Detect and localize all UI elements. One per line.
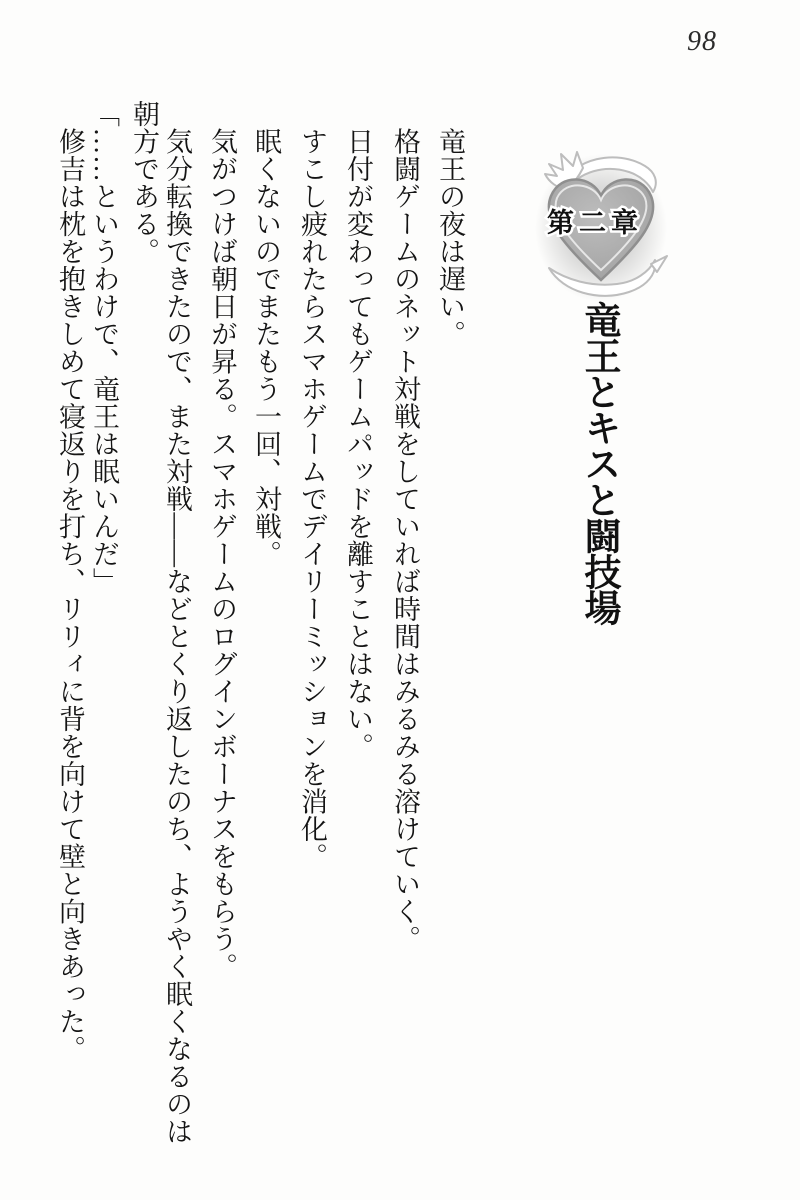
- text-line: 気分転換できたので、また対戦――などとくり返したのち、ようやく眠くなるのは: [162, 100, 192, 1145]
- text-line: 竜王の夜は遅い。: [435, 100, 465, 348]
- text-line: 眠くないのでまたもう一回、対戦。: [251, 100, 281, 568]
- text-line: 格闘ゲームのネット対戦をしていれば時間はみるみる溶けていく。: [390, 100, 420, 953]
- text-line: 日付が変わってもゲームパッドを離すことはない。: [343, 100, 373, 760]
- chapter-emblem-graphic: [533, 140, 675, 308]
- chapter-emblem: [533, 140, 675, 308]
- text-line: 気がつけば朝日が昇る。スマホゲームのログインボーナスをもらう。: [207, 100, 237, 980]
- chapter-number-label: 第二章: [547, 208, 643, 238]
- text-line: すこし疲れたらスマホゲームでデイリーミッションを消化。: [297, 100, 327, 870]
- chapter-title: 竜王とキスと闘技場: [579, 301, 620, 625]
- text-line: 朝方である。: [129, 100, 159, 265]
- text-line: 「……というわけで、竜王は眠いんだ」: [89, 100, 119, 595]
- page-number: 98: [687, 26, 717, 57]
- text-line: 修吉は枕を抱きしめて寝返りを打ち、リリィに背を向けて壁と向きあった。: [55, 100, 85, 1063]
